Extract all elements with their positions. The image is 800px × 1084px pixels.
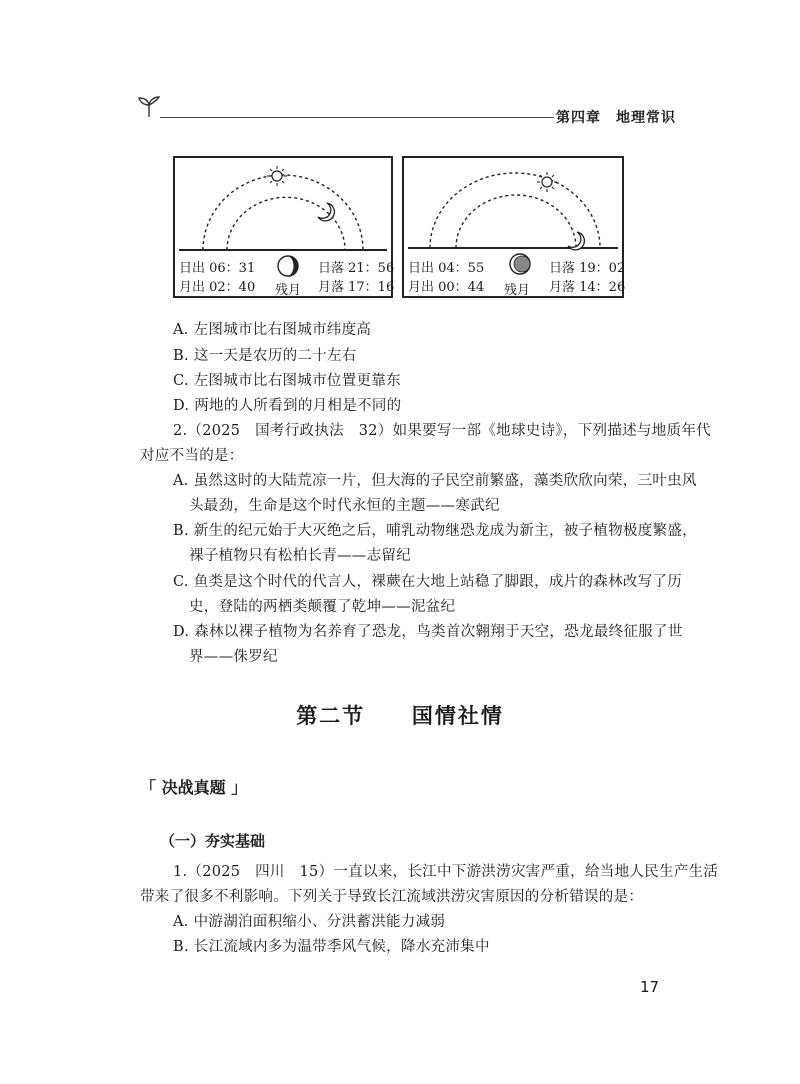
q1-option-c: C. 左图城市比右图城市位置更靠东: [173, 373, 401, 389]
q2-option-d-line1: D. 森林以裸子植物为名养育了恐龙，鸟类首次翱翔于天空，恐龙最终征服了世: [173, 624, 683, 640]
section-number: 第二节: [296, 704, 366, 728]
q2-option-c-line2: 史，登陆的两栖类颠覆了乾坤——泥盆纪: [189, 599, 456, 615]
sun-icon: [267, 166, 287, 186]
moon-phase-icon: [278, 256, 298, 276]
q1-option-a: A. 左图城市比右图城市纬度高: [173, 322, 372, 338]
q1-option-b: B. 这一天是农历的二十左右: [173, 348, 357, 364]
left-moon-label: 残月: [275, 283, 302, 298]
chapter-title: 第四章 地理常识: [556, 110, 676, 126]
left-moonset: 月落 17：16: [318, 280, 395, 295]
q2-stem-line2: 对应不当的是：: [140, 448, 244, 464]
section-title: 国情社情: [411, 704, 504, 728]
right-sunrise: 日出 04：55: [408, 261, 485, 276]
right-moonset: 月落 14：26: [549, 280, 626, 295]
figure-right-panel: [402, 156, 624, 298]
q2-option-d-line2: 界——侏罗纪: [189, 649, 278, 665]
left-sunset: 日落 21：56: [318, 261, 395, 276]
q3-stem-line2: 带来了很多不利影响。下列关于导致长江流域洪涝灾害原因的分析错误的是：: [140, 889, 644, 905]
block-title: 「 决战真题 」: [140, 778, 248, 797]
q2-stem-line1: 2.（2025 国考行政执法 32）如果要写一部《地球史诗》，下列描述与地质年代: [173, 423, 711, 439]
q2-option-b-line2: 裸子植物只有松柏长青——志留纪: [189, 548, 411, 564]
section-heading: [0, 700, 800, 730]
moon-phase-icon: [510, 254, 530, 274]
figure-left-panel: [173, 156, 393, 298]
subsection-title: （一）夯实基础: [160, 832, 266, 850]
sprout-icon: [136, 96, 162, 118]
q2-option-a-line2: 头最劲，生命是这个时代永恒的主题——寒武纪: [189, 498, 500, 514]
left-moonrise: 月出 02：40: [179, 280, 256, 295]
q2-option-c-line1: C. 鱼类是这个时代的代言人，裸蕨在大地上站稳了脚跟，成片的森林改写了历: [173, 574, 683, 590]
q1-option-d: D. 两地的人所看到的月相是不同的: [173, 398, 402, 414]
q2-option-a-line1: A. 虽然这时的大陆荒凉一片，但大海的子民空前繁盛，藻类欣欣向荣，三叶虫风: [173, 473, 697, 489]
q3-option-a: A. 中游湖泊面积缩小、分洪蓄洪能力减弱: [173, 914, 446, 930]
q3-option-b: B. 长江流域内多为温带季风气候，降水充沛集中: [173, 939, 490, 955]
page-number: 17: [640, 978, 660, 996]
header-rule: [160, 117, 554, 118]
q2-option-b-line1: B. 新生的纪元始于大灭绝之后，哺乳动物继恐龙成为新主，被子植物极度繁盛，: [173, 523, 697, 539]
sun-icon: [537, 172, 557, 192]
crescent-moon-icon: [318, 203, 334, 221]
crescent-moon-icon: [568, 232, 584, 250]
right-moonrise: 月出 00：44: [408, 280, 485, 295]
right-moon-label: 残月: [504, 283, 531, 298]
q3-stem-line1: 1.（2025 四川 15）一直以来，长江中下游洪涝灾害严重，给当地人民生产生活: [173, 864, 719, 880]
left-sunrise: 日出 06：31: [179, 261, 256, 276]
right-sunset: 日落 19：02: [549, 261, 626, 276]
